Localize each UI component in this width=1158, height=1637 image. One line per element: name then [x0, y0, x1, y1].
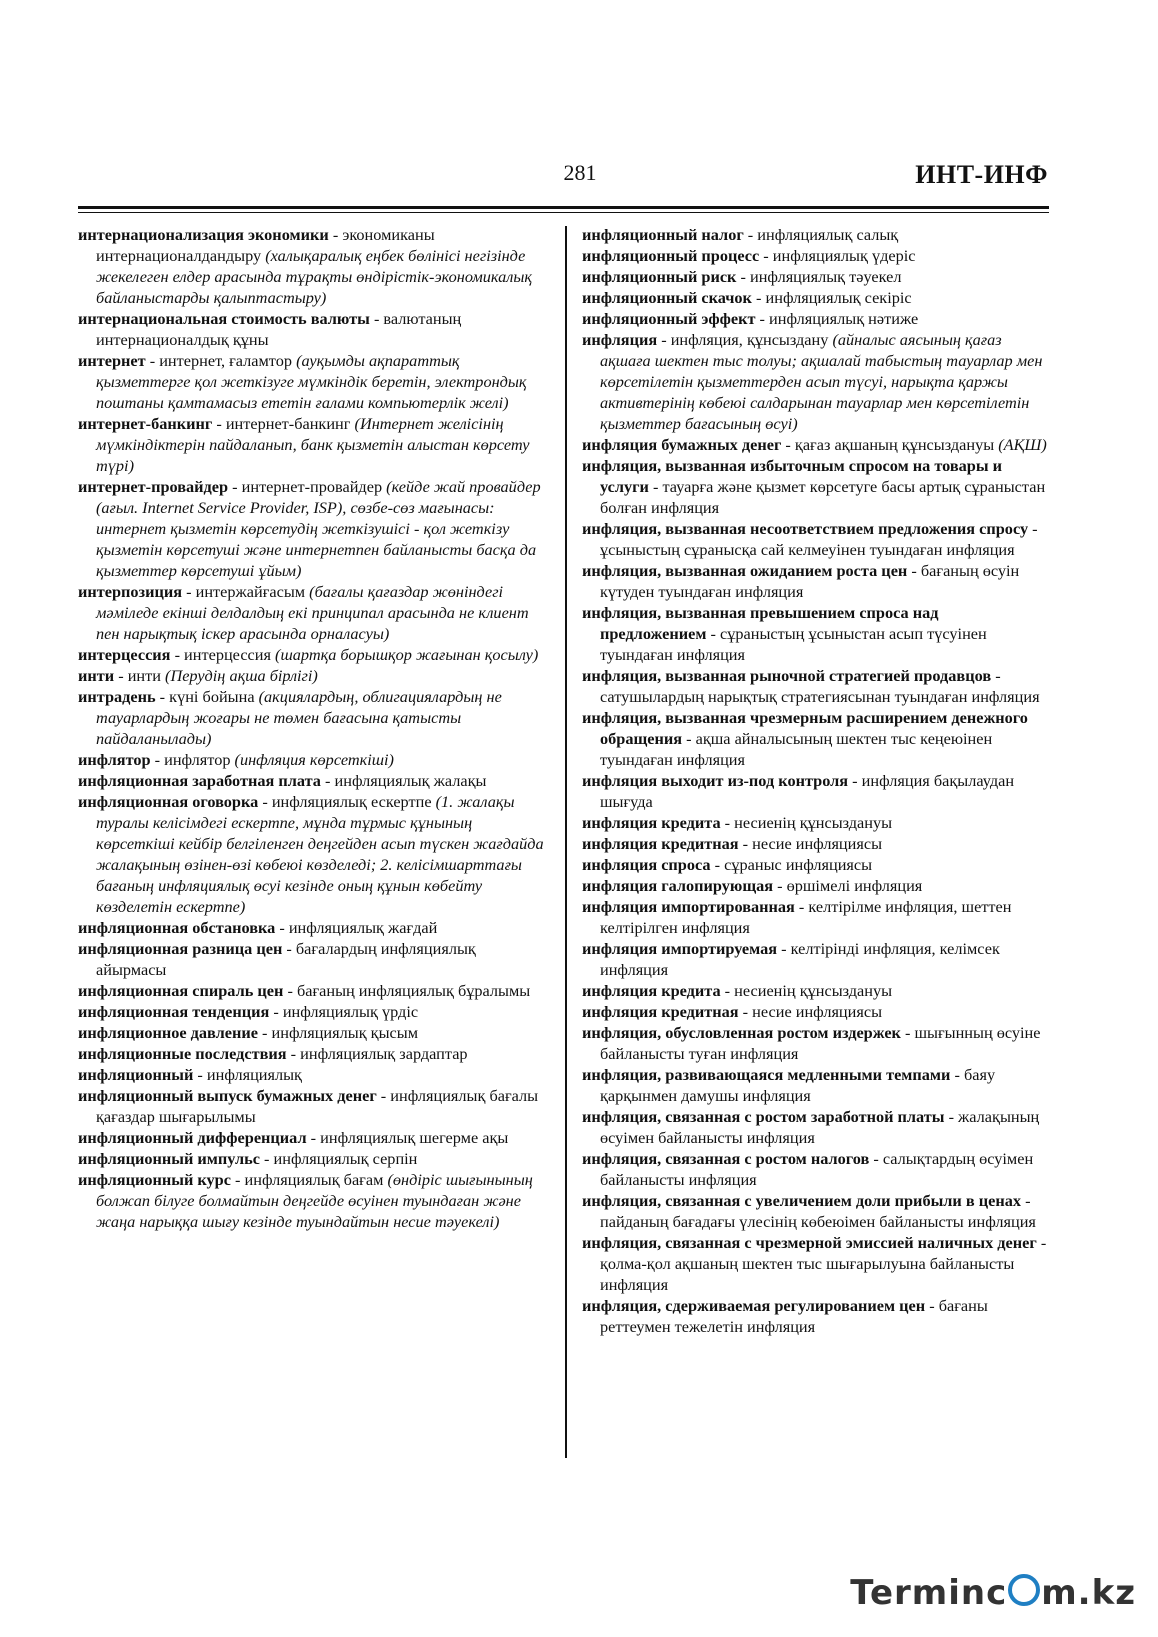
watermark-ring-icon	[1008, 1574, 1040, 1606]
entry-translation: - өршімелі инфляция	[773, 876, 923, 895]
entry-term: инфляция кредитная	[582, 834, 739, 853]
entry-translation: - инфляция бақылаудан шығуда	[600, 771, 1015, 811]
entry-term: инфляция кредита	[582, 981, 721, 1000]
entry-note: (Интернет желісінің мүмкіндіктерін пайдаланып, банк қызметін алыстан көрсету түрі)	[96, 414, 530, 475]
entry-term: интернет-банкинг	[78, 414, 213, 433]
entry-term: инфляция спроса	[582, 855, 711, 874]
entry-translation: - несиенің құнсыздануы	[720, 981, 893, 1000]
entry-term: инти	[78, 666, 115, 685]
dictionary-entry	[78, 665, 546, 686]
entry-translation: - интернет-провайдер	[228, 477, 387, 496]
entry-translation: - сұраныстың ұсыныстан асып түсуінен туындаған инфляция	[600, 624, 987, 664]
dictionary-entry	[78, 350, 546, 413]
entry-note: (шартқа борышқор жағынан қосылу)	[275, 645, 539, 664]
entry-translation: - келтірілме инфляция, шеттен келтірілген инфляция	[600, 897, 1012, 937]
dictionary-entry	[582, 266, 1048, 287]
dictionary-entry	[582, 665, 1048, 707]
page-number: 281	[563, 160, 597, 185]
dictionary-entry	[582, 812, 1048, 833]
watermark-prefix: Terminc	[850, 1573, 1008, 1613]
entry-term: инфляция, вызванная ожиданием роста цен	[582, 561, 908, 580]
entry-term: инфляционный дифференциал	[78, 1128, 307, 1147]
entry-term: инфляция галопирующая	[582, 876, 774, 895]
entry-translation: - сұраныс инфляциясы	[710, 855, 873, 874]
dictionary-entry	[78, 686, 546, 749]
entry-note: (акциялардың, облигациялардың не тауарлардың жоғары не төмен бағасына қатысты пайдаланылады)	[96, 687, 502, 748]
entry-term: инфляция импортированная	[582, 897, 795, 916]
dictionary-entry	[582, 980, 1048, 1001]
entry-term: инфляционная спираль цен	[78, 981, 284, 1000]
section-range-code: ИНТ-ИНФ	[915, 160, 1048, 189]
entry-translation: - инфляциялық үдеріс	[759, 246, 916, 265]
entry-translation: - ақша айналысының шектен тыс кеңеюінен туындаған инфляция	[600, 729, 993, 769]
dictionary-entry	[582, 224, 1048, 245]
entry-translation: - инфляциялық шегерме ақы	[306, 1128, 509, 1147]
entry-translation: - инфляциялық секіріс	[751, 288, 912, 307]
entry-translation: - инфляциялық серпін	[259, 1149, 418, 1168]
column-divider	[565, 226, 567, 1458]
dictionary-entry	[582, 602, 1048, 665]
dictionary-entry	[78, 770, 546, 791]
entry-term: инфляционная тенденция	[78, 1002, 270, 1021]
entry-term: инфляция, связанная с ростом налогов	[582, 1149, 870, 1168]
entry-term: инфляция, вызванная чрезмерным расширением денежного обращения	[582, 708, 1028, 748]
entry-note: (ауқымды ақпараттық қызметтерге қол жеткізуге мүмкіндік беретін, электрондық поштаны қамтамасыз ететін ғалами компьютерлік желі)	[96, 351, 527, 412]
entry-translation: - инфляциялық бағам	[230, 1170, 388, 1189]
entry-term: инфляция, вызванная превышением спроса над предложением	[582, 603, 939, 643]
dictionary-entry	[582, 875, 1048, 896]
entry-term: инфляционный курс	[78, 1170, 231, 1189]
entry-translation: - валютаның интернационалдық құны	[96, 309, 462, 349]
dictionary-entry	[582, 560, 1048, 602]
entry-translation: - инфляциялық салық	[743, 225, 899, 244]
dictionary-entry	[78, 308, 546, 350]
dictionary-entry	[78, 1085, 546, 1127]
entry-translation: - несиенің құнсыздануы	[720, 813, 893, 832]
entry-translation: - инфляциялық нәтиже	[755, 309, 919, 328]
entry-translation: - бағаның өсуін күтуден туындаған инфляция	[600, 561, 1020, 601]
entry-term: инфляция выходит из-под контроля	[582, 771, 849, 790]
entry-translation: - инфляциялық ескертпе	[258, 792, 436, 811]
entry-term: инфляционный эффект	[582, 309, 756, 328]
entry-note: (айналыс аясының қағаз ақшаға шектен тыс толуы; ақшалай табыстың тауарлар мен көрсетілетін қызметтерден асып түсуі, нарықта қаржы активтерінің көбеюі салдарынан тауарлар мен көрсетілетін қызметтер бағасының өсуі)	[600, 330, 1043, 433]
entry-term: инфляция импортируемая	[582, 939, 778, 958]
dictionary-entry	[582, 854, 1048, 875]
entry-translation: - қолма-қол ақшаның шектен тыс шығарылуына байланысты инфляция	[600, 1233, 1047, 1294]
dictionary-entry	[582, 1190, 1048, 1232]
entry-term: интерцессия	[78, 645, 171, 664]
entry-term: инфляционный	[78, 1065, 194, 1084]
entry-note: (бағалы қағаздар жөніндегі мәміледе екінші делдалдың екі принципал арасында не клиент пен нарықтық іскер арасында орналасуы)	[96, 582, 529, 643]
entry-term: инфляция, связанная с чрезмерной эмиссией наличных денег	[582, 1233, 1037, 1252]
dictionary-entry	[78, 476, 546, 581]
dictionary-entry	[582, 1148, 1048, 1190]
entry-term: инфлятор	[78, 750, 151, 769]
entry-term: инфляция, вызванная несоответствием предложения спросу	[582, 519, 1029, 538]
entry-term: интрадень	[78, 687, 156, 706]
dictionary-entry	[582, 329, 1048, 434]
dictionary-entry	[78, 1148, 546, 1169]
entry-translation: - инфляциялық	[193, 1065, 302, 1084]
dictionary-entry	[78, 917, 546, 938]
entry-translation: - экономиканы интернационалдандыру	[96, 225, 435, 265]
entry-translation: - интернет, ғаламтор	[145, 351, 297, 370]
dictionary-entry	[78, 1064, 546, 1085]
entry-note: (кейде жай провайдер (ағыл. Internet Service Provider, ISP), сөзбе-сөз мағынасы: интернет қызметін көрсетудің жеткізушісі - қол жеткізу қызметін көрсетуші және интернетпен байланысты басқа да қызметтер көрсетуші ұйым)	[96, 477, 541, 580]
entry-translation: - шығынның өсуіне байланысты туған инфляция	[600, 1023, 1041, 1063]
entry-note: (өндіріс шығынының болжап білуге болмайтын деңгейде өсуінен туындаған және жаңа нарыққа шығу кезінде туындайтын несие тәуекелі)	[96, 1170, 533, 1231]
entry-translation: - интерцессия	[170, 645, 276, 664]
entry-term: интерпозиция	[78, 582, 183, 601]
entry-term: инфляционный скачок	[582, 288, 752, 307]
dictionary-entry	[582, 1106, 1048, 1148]
entry-translation: - инфляциялық қысым	[257, 1023, 418, 1042]
header-rule-thin	[78, 212, 1049, 213]
header-rule-thick	[78, 206, 1049, 209]
dictionary-entry	[78, 1127, 546, 1148]
entry-translation: - сатушылардың нарықтық стратегиясынан туындаған инфляция	[600, 666, 1040, 706]
entry-term: инфляция, обусловленная ростом издержек	[582, 1023, 901, 1042]
entry-note: (халықаралық еңбек бөлінісі негізінде жекелеген елдер арасында тұрақты өндірістік-экономикалық байланыстарды қалыптастыру)	[96, 246, 533, 307]
entry-term: инфляция	[582, 330, 658, 349]
entry-term: инфляция, вызванная рыночной стратегией продавцов	[582, 666, 992, 685]
watermark-suffix: m.kz	[1041, 1573, 1136, 1613]
entry-translation: - несие инфляциясы	[738, 1002, 883, 1021]
dictionary-entry	[78, 1022, 546, 1043]
entry-term: интернет	[78, 351, 146, 370]
entry-term: инфляция, сдерживаемая регулированием цен	[582, 1296, 926, 1315]
dictionary-entry	[78, 749, 546, 770]
entry-note: (1. жалақы туралы келісімдегі ескертпе, мұнда тұрмыс құнының көрсеткіші кейбір белгіленген деңгейден асып түскен жағдайда жалақының өзінен-өзі көбеюі көзделеді; 2. келісімшарттағы бағаның инфляциялық өсуі кезінде оның құнын көбейту көзделетін ескертпе)	[96, 792, 544, 916]
entry-translation: - баяу қарқынмен дамушы инфляция	[600, 1065, 996, 1105]
dictionary-entry	[78, 1001, 546, 1022]
entry-term: интернет-провайдер	[78, 477, 229, 496]
dictionary-entry	[582, 1295, 1048, 1337]
entry-term: инфляционный импульс	[78, 1149, 260, 1168]
entry-translation: - инфляциялық тәуекел	[736, 267, 902, 286]
entry-term: инфляционное давление	[78, 1023, 258, 1042]
entry-note: (АҚШ)	[998, 435, 1047, 454]
dictionary-entry	[78, 413, 546, 476]
entry-translation: - инфляциялық зардаптар	[286, 1044, 468, 1063]
dictionary-entry	[78, 224, 546, 308]
entry-translation: - несие инфляциясы	[738, 834, 883, 853]
entry-translation: - инфляциялық бағалы қағаздар шығарылымы	[96, 1086, 539, 1126]
entry-term: инфляционный риск	[582, 267, 737, 286]
entry-term: инфляция, вызванная избыточным спросом на товары и услуги	[582, 456, 1003, 496]
entry-term: инфляционный налог	[582, 225, 744, 244]
dictionary-entry	[582, 518, 1048, 560]
entry-translation: - инфляциялық үрдіс	[269, 1002, 419, 1021]
entry-term: инфляция кредита	[582, 813, 721, 832]
entry-term: инфляция кредитная	[582, 1002, 739, 1021]
entry-term: инфляционная разница цен	[78, 939, 283, 958]
entry-translation: - келтірінді инфляция, келімсек инфляция	[600, 939, 1000, 979]
entry-term: инфляционный выпуск бумажных денег	[78, 1086, 377, 1105]
dictionary-entry	[582, 770, 1048, 812]
entry-note: (Перудің ақша бірлігі)	[165, 666, 318, 685]
dictionary-entry	[582, 434, 1048, 455]
entry-term: интернациональная стоимость валюты	[78, 309, 370, 328]
dictionary-entry	[582, 833, 1048, 854]
dictionary-entry	[582, 1001, 1048, 1022]
entry-translation: - инфляция, құнсыздану	[657, 330, 833, 349]
dictionary-entry	[582, 287, 1048, 308]
entry-translation: - ұсыныстың сұранысқа сай келмеуінен туындаған инфляция	[600, 519, 1038, 559]
entry-term: инфляционная оговорка	[78, 792, 259, 811]
entry-term: инфляционные последствия	[78, 1044, 287, 1063]
dictionary-entry	[582, 1022, 1048, 1064]
dictionary-entry	[582, 1064, 1048, 1106]
entry-term: инфляция, связанная с ростом заработной платы	[582, 1107, 945, 1126]
dictionary-column-right	[582, 224, 1048, 1337]
entry-translation: - инти	[114, 666, 166, 685]
entry-translation: - интержайғасым	[182, 582, 310, 601]
dictionary-entry	[78, 791, 546, 917]
entry-translation: - интернет-банкинг	[212, 414, 355, 433]
entry-translation: - инфляциялық жалақы	[320, 771, 487, 790]
entry-term: инфляционный процесс	[582, 246, 760, 265]
dictionary-entry	[78, 1043, 546, 1064]
dictionary-entry	[582, 707, 1048, 770]
dictionary-entry	[78, 980, 546, 1001]
entry-translation: - бағаны реттеумен тежелетін инфляция	[600, 1296, 988, 1336]
entry-translation: - пайданың бағадағы үлесінің көбеюімен байланысты инфляция	[600, 1191, 1036, 1231]
entry-translation: - инфляциялық жағдай	[275, 918, 438, 937]
dictionary-entry	[78, 938, 546, 980]
dictionary-column-left	[78, 224, 546, 1232]
dictionary-entry	[78, 581, 546, 644]
entry-translation: - салықтардың өсуімен байланысты инфляция	[600, 1149, 1034, 1189]
dictionary-entry	[582, 245, 1048, 266]
entry-translation: - жалақының өсуімен байланысты инфляция	[600, 1107, 1040, 1147]
entry-term: инфляция бумажных денег	[582, 435, 782, 454]
site-watermark-logo	[850, 1573, 1136, 1613]
entry-term: инфляция, развивающаяся медленными темпами	[582, 1065, 951, 1084]
entry-translation: - бағаның инфляциялық бұралымы	[283, 981, 531, 1000]
entry-term: инфляция, связанная с увеличением доли прибыли в ценах	[582, 1191, 1022, 1210]
dictionary-entry	[582, 1232, 1048, 1295]
dictionary-entry	[582, 308, 1048, 329]
entry-translation: - қағаз ақшаның құнсыздануы	[781, 435, 999, 454]
entry-note: (инфляция көрсеткіші)	[234, 750, 394, 769]
dictionary-entry	[582, 896, 1048, 938]
dictionary-entry	[582, 455, 1048, 518]
entry-translation: - күні бойына	[155, 687, 259, 706]
dictionary-entry	[582, 938, 1048, 980]
dictionary-entry	[78, 1169, 546, 1232]
dictionary-entry	[78, 644, 546, 665]
entry-translation: - инфлятор	[150, 750, 235, 769]
entry-translation: - бағалардың инфляциялық айырмасы	[96, 939, 476, 979]
entry-translation: - тауарға және қызмет көрсетуге басы артық сұраныстан болған инфляция	[600, 477, 1046, 517]
entry-term: инфляционная обстановка	[78, 918, 276, 937]
entry-term: инфляционная заработная плата	[78, 771, 321, 790]
entry-term: интернационализация экономики	[78, 225, 329, 244]
